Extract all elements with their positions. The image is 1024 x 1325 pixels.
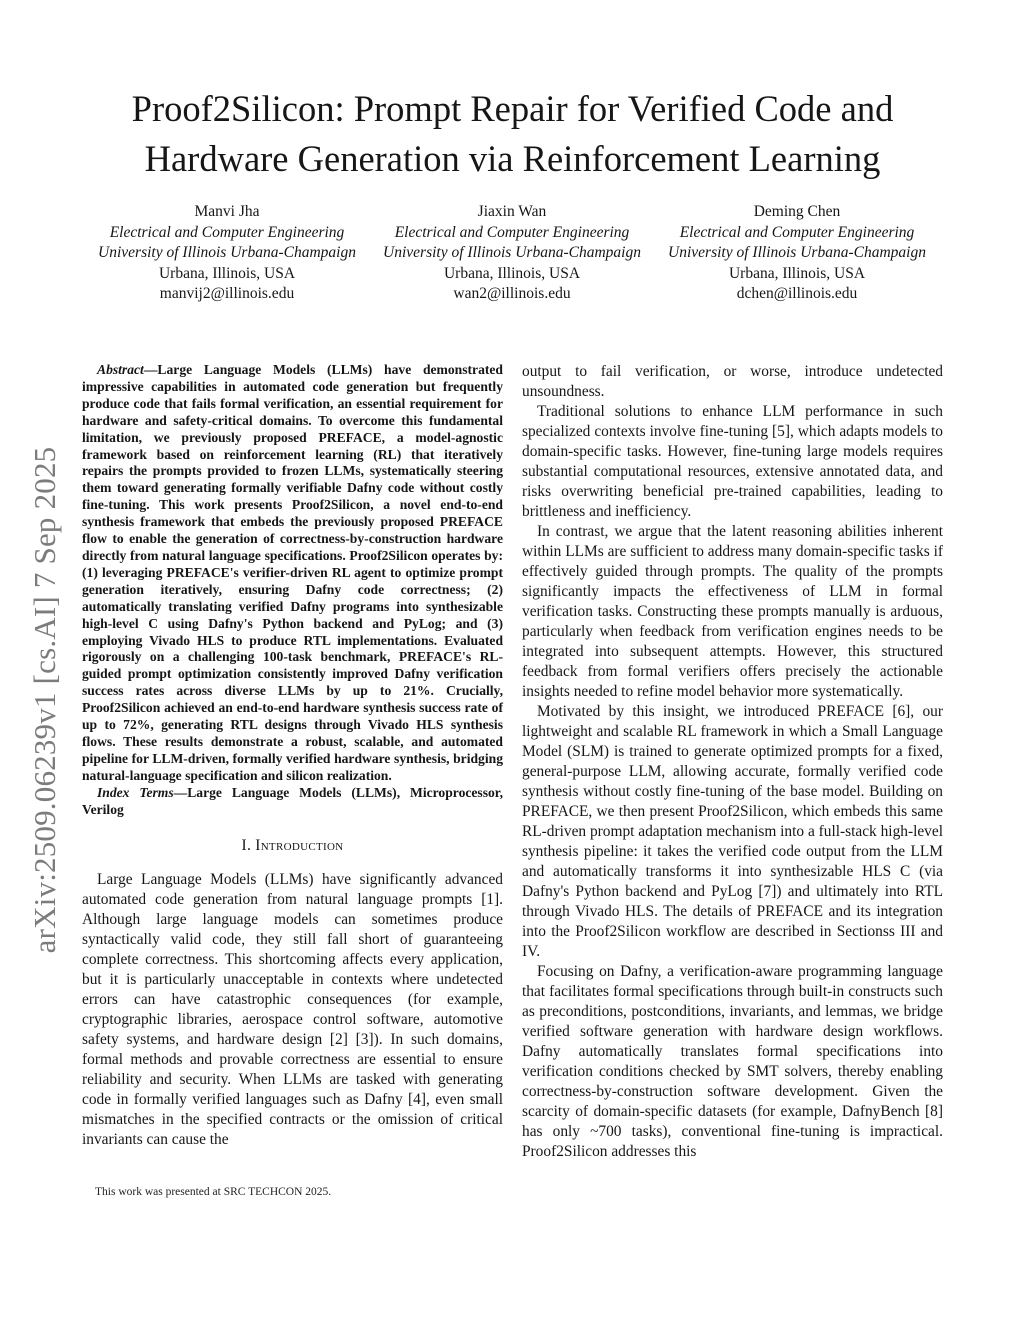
- abstract-text: —Large Language Models (LLMs) have demonstrated impressive capabilities in automated code generation but frequently produce code that fails formal verification, an essential requirement for hardware and safety-critical domains. To overcome this fundamental limitation, we previously proposed PREFACE, a model-agnostic framework based on reinforcement learning (RL) that iteratively repairs the prompts provided to frozen LLMs, systematically steering them toward generating formally verifiable Dafny code without costly fine-tuning. This work presents Proof2Silicon, a novel end-to-end synthesis framework that embeds the previously proposed PREFACE flow to enable the generation of correctness-by-construction hardware directly from natural language specifications. Proof2Silicon operates by: (1) leveraging PREFACE's verifier-driven RL agent to optimize prompt generation iteratively, ensuring Dafny code correctness; (2) automatically translating verified Dafny programs into synthesizable high-level C using Dafny's Python backend and PyLog; and (3) employing Vivado HLS to produce RTL implementations. Evaluated rigorously on a challenging 100-task benchmark, PREFACE's RL-guided prompt optimization consistently improved Dafny verification success rates across diverse LLMs by up to 21%. Crucially, Proof2Silicon achieved an end-to-end hardware synthesis success rate of up to 72%, generating RTL designs through Vivado HLS synthesis flows. These results demonstrate a robust, scalable, and automated pipeline for LLM-driven, formally verified hardware synthesis, bridging natural-language specification and silicon realization.: [82, 362, 503, 783]
- abstract-label: Abstract: [97, 362, 144, 377]
- author-1: [77, 202, 377, 305]
- author-email[interactable]: wan2@illinois.edu: [453, 285, 571, 302]
- author-location: Urbana, Illinois, USA: [728, 264, 866, 282]
- title-line-1: Proof2Silicon: Prompt Repair for Verified Code and: [131, 88, 894, 129]
- author-department: Electrical and Computer Engineering: [679, 223, 915, 241]
- intro-paragraph-4: Motivated by this insight, we introduced PREFACE [6], our lightweight and scalable RL framework in which a Small Language Model (SLM) is trained to generate optimized prompts for a fixed, general-purpose LLM, allowing accurate, formally verified code synthesis without costly fine-tuning of the base model. Building on PREFACE, we then present Proof2Silicon, which embeds this same RL-driven prompt adaptation mechanism into a full-stack high-level synthesis pipeline: it takes the verified code output from the LLM and automatically transforms it into synthesizable HLS C (via Dafny's Python backend and PyLog [7]) and ultimately into RTL through Vivado HLS. The details of PREFACE and its integration into the Proof2Silicon workflow are described in Sectionss III and IV.: [522, 703, 943, 960]
- index-terms: [82, 785, 503, 819]
- author-name: Manvi Jha: [194, 203, 260, 220]
- author-3: [647, 202, 947, 305]
- author-department: Electrical and Computer Engineering: [109, 223, 345, 241]
- intro-paragraph-3: In contrast, we argue that the latent reasoning abilities inherent within LLMs are sufficient to address many domain-specific tasks if effectively guided through prompts. The quality of the prompts significantly impacts the effectiveness of LLM in formal verification tasks. Constructing these prompts manually is arduous, particularly when feedback from verification engines needs to be integrated into subsequent attempts. However, this structured feedback from formal verifiers offers precisely the actionable insights needed to refine model behavior more systematically.: [522, 523, 943, 700]
- intro-paragraph-continued: output to fail verification, or worse, introduce undetected unsoundness.: [522, 363, 943, 400]
- author-name: Jiaxin Wan: [477, 203, 547, 220]
- section-heading-introduction: I. Introduction: [241, 837, 344, 855]
- arxiv-identifier: arXiv:2509.06239v1 [cs.AI] 7 Sep 2025: [27, 446, 62, 954]
- title-line-2: Hardware Generation via Reinforcement Learning: [144, 138, 881, 179]
- intro-paragraph-1: Large Language Models (LLMs) have significantly advanced automated code generation from natural language prompts [1]. Although large language models can sometimes produce syntactically valid code, they still fall short of guaranteeing complete correctness. This shortcoming affects every application, but it is particularly unacceptable in contexts where undetected errors can have catastrophic consequences (for example, cryptographic libraries, aerospace control software, automotive safety systems, and hardware design [2] [3]). In such domains, formal methods and provable correctness are essential to ensure reliability and security. When LLMs are tasked with generating code in formally verified languages such as Dafny [4], even small mismatches in the specified contracts or the omission of critical invariants can cause the: [82, 871, 503, 1149]
- author-name: Deming Chen: [753, 203, 841, 220]
- author-2: [362, 202, 662, 305]
- intro-paragraph-2: Traditional solutions to enhance LLM performance in such specialized contexts involve fine-tuning [5], which adapts models to domain-specific tasks. However, fine-tuning large models requires substantial computational resources, extensive annotated data, and risks overwriting beneficial pre-trained capabilities, leading to brittleness and inefficiency.: [522, 403, 943, 520]
- author-email[interactable]: dchen@illinois.edu: [736, 285, 858, 302]
- author-location: Urbana, Illinois, USA: [158, 264, 296, 282]
- intro-paragraph-5: Focusing on Dafny, a verification-aware programming language that facilitates formal specifications through built-in constructs such as preconditions, postconditions, invariants, and lemmas, we bridge verified software generation with hardware design workflows. Dafny automatically translates formal specifications into verification conditions checked by SMT solvers, thereby enabling correctness-by-construction software development. Given the scarcity of domain-specific datasets (for example, DafnyBench [8] has only ~700 tasks), conventional fine-tuning is impractical. Proof2Silicon addresses this: [522, 963, 943, 1160]
- index-terms-text: —Large Language Models (LLMs), Microprocessor, Verilog: [82, 784, 503, 817]
- author-university: University of Illinois Urbana-Champaign: [98, 244, 356, 261]
- left-column: [82, 362, 503, 1150]
- abstract: [82, 362, 503, 785]
- author-university: University of Illinois Urbana-Champaign: [383, 244, 641, 261]
- author-university: University of Illinois Urbana-Champaign: [668, 244, 926, 261]
- paper-title: [70, 84, 955, 184]
- author-email[interactable]: manvij2@illinois.edu: [159, 285, 295, 302]
- author-department: Electrical and Computer Engineering: [394, 223, 630, 241]
- footnote: This work was presented at SRC TECHCON 2025.: [95, 1186, 332, 1198]
- author-location: Urbana, Illinois, USA: [443, 264, 581, 282]
- index-terms-label: Index Terms: [97, 784, 174, 800]
- right-column: [522, 362, 943, 1162]
